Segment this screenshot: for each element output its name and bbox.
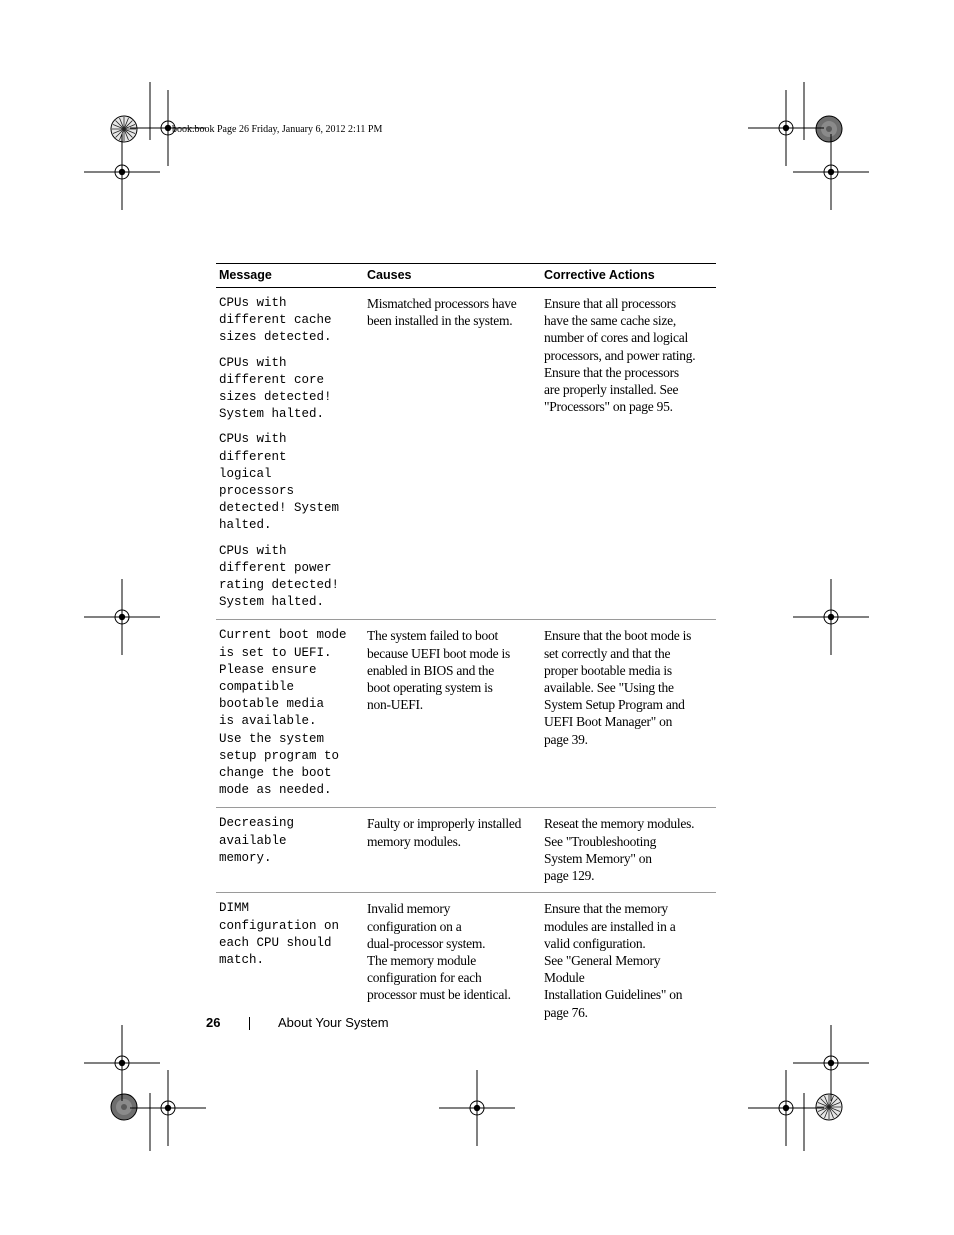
error-messages-table <box>216 263 716 1029</box>
error-message: DIMM configuration on each CPU should match. <box>219 901 340 967</box>
message-cell <box>216 288 364 620</box>
print-slug-header: book.book Page 26 Friday, January 6, 2012 2:11 PM <box>172 124 383 135</box>
footer-divider <box>249 1017 250 1030</box>
cause-text: Faulty or improperly installed memory modules. <box>367 816 522 849</box>
error-message: CPUs with different core sizes detected! System halted. <box>219 355 332 422</box>
action-cell <box>541 288 716 620</box>
message-cell <box>216 893 364 1029</box>
action-cell <box>541 893 716 1029</box>
page-number: 26 <box>206 1015 221 1030</box>
table-row <box>216 620 716 808</box>
cause-text: Invalid memory configuration on a dual-processor system. The memory module configuration for each processor must be identical. <box>367 901 511 1003</box>
column-header-corrective-actions: Corrective Actions <box>544 268 655 282</box>
column-header-causes: Causes <box>367 268 412 282</box>
error-message: CPUs with different power rating detected! System halted. <box>219 543 340 610</box>
action-text: Ensure that the boot mode is set correctly and that the proper bootable media is available. See "Using the System Setup Program and UEFI Boot Manager" on page 39. <box>544 628 692 747</box>
table-row <box>216 808 716 893</box>
column-header-message: Message <box>219 268 272 282</box>
cause-cell <box>364 620 541 808</box>
error-message: CPUs with different logical processors detected! System halted. <box>219 432 340 533</box>
cause-cell <box>364 893 541 1029</box>
cause-cell <box>364 288 541 620</box>
action-text: Ensure that all processors have the same cache size, number of cores and logical processors, and power rating. Ensure that the processors are properly installed. See "Processors" on page 95. <box>544 296 696 415</box>
action-cell <box>541 808 716 893</box>
action-text: Ensure that the memory modules are installed in a valid configuration. See "General Memory Module Installation Guidelines" on page 76. <box>544 901 683 1020</box>
table-header-row <box>216 264 716 288</box>
table-row <box>216 288 716 620</box>
message-cell <box>216 808 364 893</box>
cause-text: Mismatched processors have been installed in the system. <box>367 296 517 329</box>
error-message: CPUs with different cache sizes detected. <box>219 296 332 345</box>
error-message: Decreasing available memory. <box>219 816 295 865</box>
section-title: About Your System <box>278 1015 389 1030</box>
message-cell <box>216 620 364 808</box>
action-cell <box>541 620 716 808</box>
action-text: Reseat the memory modules. See "Troubleshooting System Memory" on page 129. <box>544 816 695 884</box>
cause-cell <box>364 808 541 893</box>
cause-text: The system failed to boot because UEFI boot mode is enabled in BIOS and the boot operating system is non-UEFI. <box>367 628 510 713</box>
error-message: Current boot mode is set to UEFI. Please ensure compatible bootable media is available. Use the system setup program to change the boot mode as needed. <box>219 628 347 798</box>
table-row <box>216 893 716 1029</box>
